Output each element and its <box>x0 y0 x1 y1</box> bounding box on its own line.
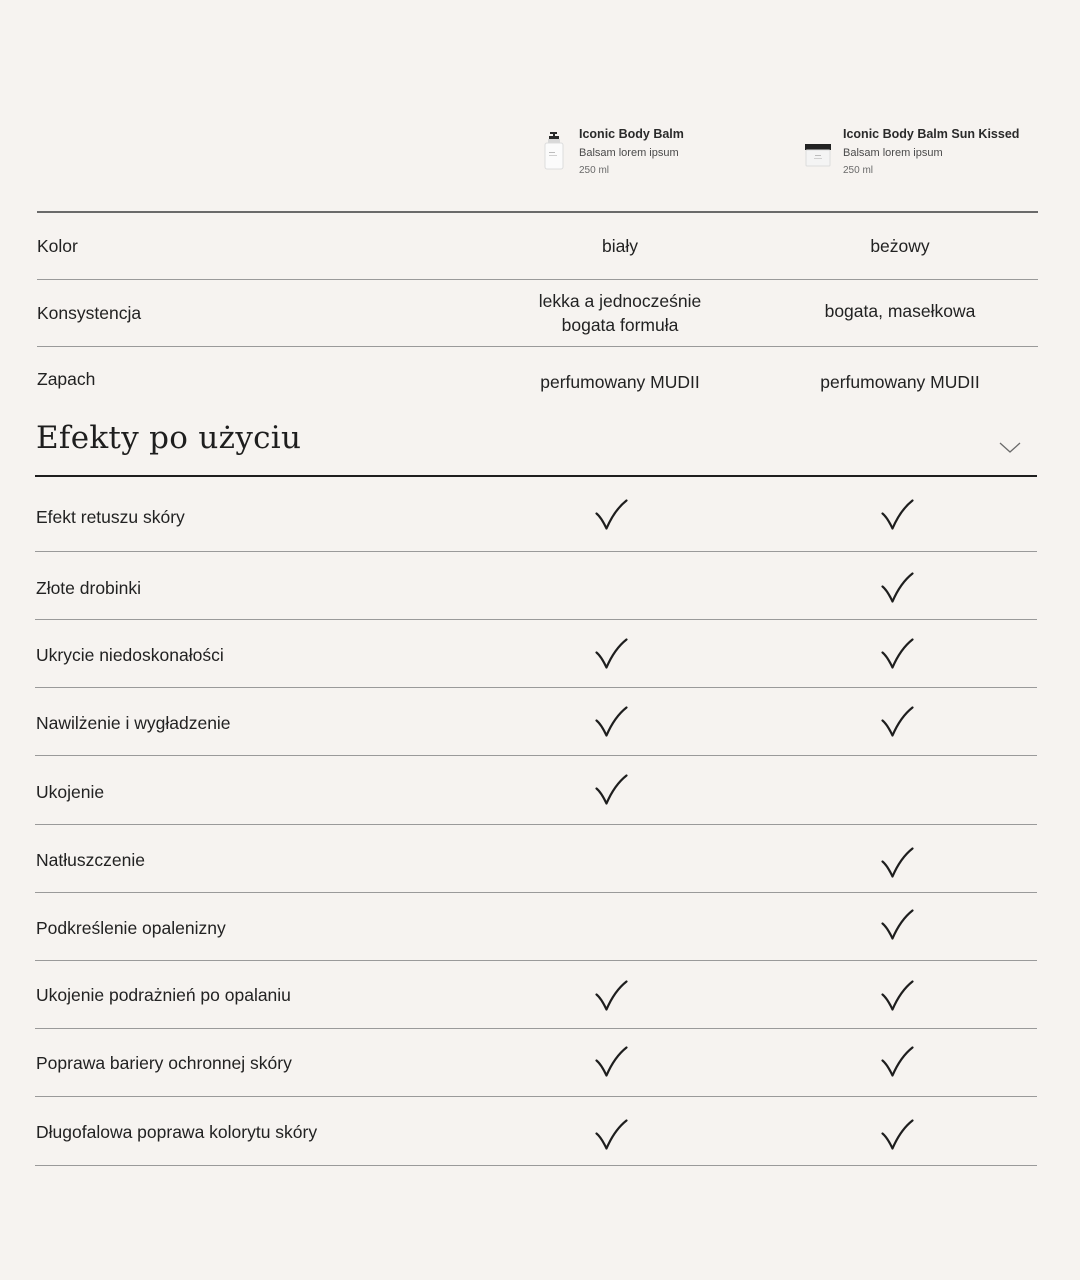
checkmark-icon <box>881 706 915 738</box>
chevron-down-icon[interactable] <box>998 440 1022 454</box>
effect-row <box>35 1097 1037 1166</box>
checkmark-icon <box>881 572 915 604</box>
effect-label: Poprawa bariery ochronnej skóry <box>36 1053 292 1073</box>
checkmark-icon <box>595 706 629 738</box>
checkmark-icon <box>595 499 629 531</box>
product-card-iconic-body-balm[interactable] <box>540 122 684 176</box>
product-name: Iconic Body Balm <box>579 127 684 141</box>
effect-label: Natłuszczenie <box>36 850 145 870</box>
effect-label: Efekt retuszu skóry <box>36 507 185 527</box>
attribute-row-konsystencja <box>37 280 1038 347</box>
effect-row <box>35 893 1037 961</box>
effect-row <box>35 477 1037 552</box>
checkmark-icon <box>595 980 629 1012</box>
checkmark-icon <box>595 774 629 806</box>
checkmark-icon <box>881 638 915 670</box>
product-name: Iconic Body Balm Sun Kissed <box>843 127 1020 141</box>
attribute-label: Zapach <box>37 369 96 389</box>
effect-row <box>35 620 1037 688</box>
jar-icon <box>804 122 832 170</box>
effect-label: Ukojenie podrażnień po opalaniu <box>36 985 291 1005</box>
checkmark-icon <box>595 1046 629 1078</box>
effect-row <box>35 1029 1037 1097</box>
product-header <box>0 122 1080 182</box>
effect-row <box>35 552 1037 620</box>
attribute-value-product-2: bogata, masełkowa <box>824 301 976 321</box>
effect-label: Złote drobinki <box>36 578 142 598</box>
effect-row <box>35 961 1037 1029</box>
product-size: 250 ml <box>843 164 874 176</box>
effect-label: Nawilżenie i wygładzenie <box>36 713 231 733</box>
attribute-value-product-2: perfumowany MUDII <box>820 372 980 392</box>
effect-label: Długofalowa poprawa kolorytu skóry <box>36 1122 318 1142</box>
effect-label: Ukrycie niedoskonałości <box>36 645 224 665</box>
attribute-value-product-1: biały <box>602 236 638 256</box>
attribute-row-zapach <box>37 347 1038 413</box>
checkmark-icon <box>881 499 915 531</box>
checkmark-icon <box>595 638 629 670</box>
attribute-value-product-2: beżowy <box>870 236 930 256</box>
effects-table <box>35 477 1037 1166</box>
checkmark-icon <box>881 980 915 1012</box>
product-subtitle: Balsam lorem ipsum <box>579 146 679 159</box>
attribute-row-kolor <box>37 213 1038 280</box>
effect-label: Ukojenie <box>36 782 105 802</box>
attribute-value-product-1: lekka a jednocześnie bogata formuła <box>538 291 702 335</box>
attribute-value-product-1: perfumowany MUDII <box>540 372 700 392</box>
checkmark-icon <box>881 909 915 941</box>
attribute-label: Kolor <box>37 236 78 256</box>
effect-row <box>35 688 1037 756</box>
product-size: 250 ml <box>579 164 610 176</box>
pump-bottle-icon <box>540 122 568 170</box>
effects-section-title[interactable]: Efekty po użyciu <box>36 420 302 456</box>
effect-label: Podkreślenie opalenizny <box>36 918 226 938</box>
checkmark-icon <box>595 1119 629 1151</box>
attribute-label: Konsystencja <box>37 303 142 323</box>
effect-row <box>35 756 1037 825</box>
effect-row <box>35 825 1037 893</box>
checkmark-icon <box>881 1046 915 1078</box>
product-subtitle: Balsam lorem ipsum <box>843 146 943 159</box>
product-card-iconic-body-balm-sun-kissed[interactable] <box>804 122 1019 176</box>
checkmark-icon <box>881 1119 915 1151</box>
attributes-table <box>37 211 1038 413</box>
checkmark-icon <box>881 847 915 879</box>
